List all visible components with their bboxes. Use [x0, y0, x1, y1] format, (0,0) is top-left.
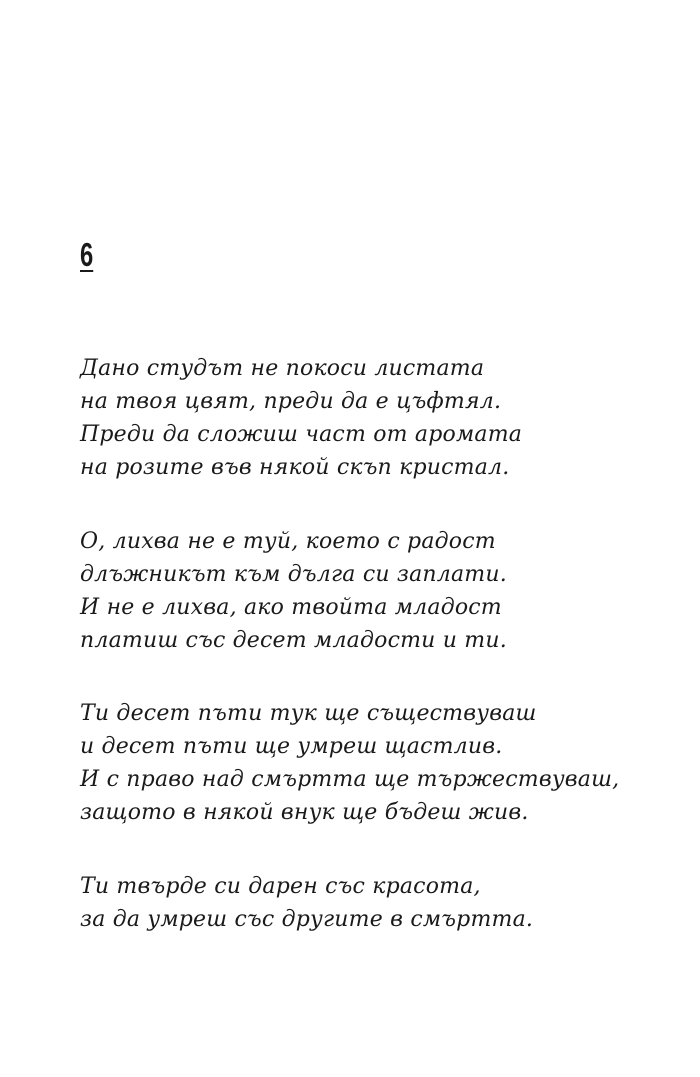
- poem-line: Ти десет пъти тук ще съществуваш: [80, 701, 537, 726]
- poem-number-heading: 6: [80, 236, 94, 273]
- stanza-2: [80, 525, 507, 657]
- poem-line: за да умреш със другите в смъртта.: [80, 907, 534, 932]
- stanza-4: [80, 870, 533, 936]
- poem-line: платиш със десет младости и ти.: [80, 628, 507, 653]
- poem-line: И с право над смъртта ще тържествуваш,: [80, 767, 620, 792]
- poem-line: на твоя цвят, преди да е цъфтял.: [80, 389, 502, 414]
- poem-line: и десет пъти ще умреш щастлив.: [80, 734, 503, 759]
- poem-line: Дано студът не покоси листата: [80, 356, 485, 381]
- poem-line: защото в някой внук ще бъдеш жив.: [80, 800, 529, 825]
- poem-line: на розите във някой скъп кристал.: [80, 455, 510, 480]
- poem-line: О, лихва не е туй, което с радост: [80, 529, 496, 554]
- stanza-1: [80, 352, 522, 484]
- poem-line: длъжникът към дълга си заплати.: [80, 562, 507, 587]
- poem-line: И не е лихва, ако твойта младост: [80, 595, 502, 620]
- poem-line: Преди да сложиш част от аромата: [80, 422, 523, 447]
- poem-line: Ти твърде си дарен със красота,: [80, 874, 481, 899]
- stanza-3: [80, 697, 619, 829]
